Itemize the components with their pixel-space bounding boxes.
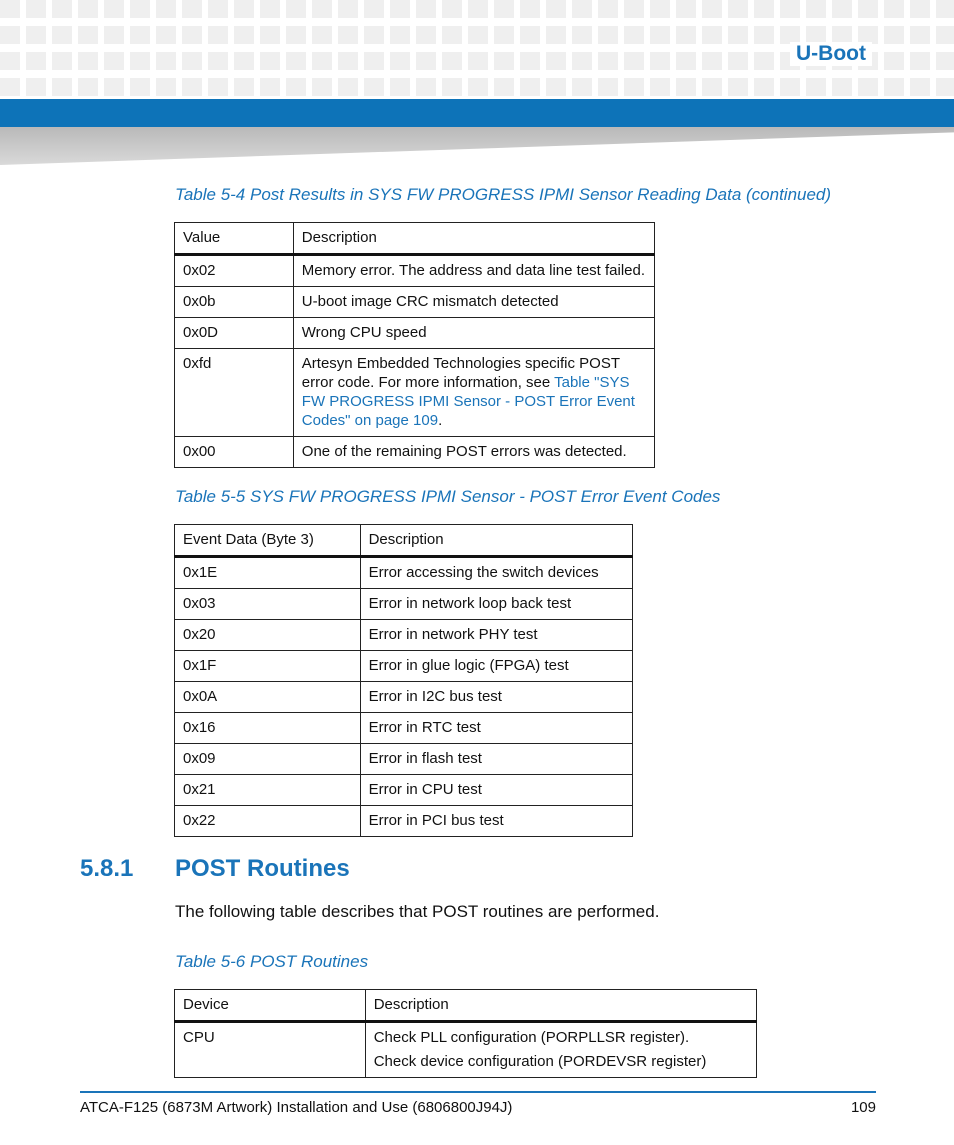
table-header-row xyxy=(175,223,655,255)
table-row xyxy=(175,318,655,349)
cell-description: Error in flash test xyxy=(360,744,632,775)
table-row xyxy=(175,744,633,775)
table-5-4-caption: Table 5-4 Post Results in SYS FW PROGRESS IPMI Sensor Reading Data (continued) xyxy=(175,185,832,204)
table-header-row xyxy=(175,525,633,557)
table-row xyxy=(175,437,655,468)
table-5-5-caption: Table 5-5 SYS FW PROGRESS IPMI Sensor - POST Error Event Codes xyxy=(175,487,721,506)
page-number: 109 xyxy=(850,1099,876,1116)
table-5-6-caption: Table 5-6 POST Routines xyxy=(175,952,369,971)
cell-description xyxy=(365,1022,756,1078)
description-line: Check device configuration (PORDEVSR register) xyxy=(373,1053,707,1070)
header-bar xyxy=(0,99,954,127)
cell-code: 0x22 xyxy=(175,806,361,837)
table-5-6 xyxy=(174,989,757,1078)
cell-value: 0x00 xyxy=(175,437,294,468)
header-cell-description: Description xyxy=(293,223,654,255)
description-line: Check PLL configuration (PORPLLSR register). xyxy=(373,1029,690,1046)
section-intro: The following table describes that POST routines are performed. xyxy=(175,902,660,921)
cell-value: 0x0D xyxy=(175,318,294,349)
cell-description: Error in RTC test xyxy=(360,713,632,744)
cell-description: Error accessing the switch devices xyxy=(360,557,632,589)
description-text: Artesyn Embedded Technologies specific POST error code. For more information, see xyxy=(301,355,620,391)
cell-value: 0x02 xyxy=(175,255,294,287)
section-heading xyxy=(80,855,350,883)
cell-description: Memory error. The address and data line test failed. xyxy=(293,255,654,287)
table-row xyxy=(175,255,655,287)
header-cell-description: Description xyxy=(365,990,756,1022)
cell-code: 0x16 xyxy=(175,713,361,744)
header-swoosh xyxy=(0,127,954,165)
cell-description: Error in network loop back test xyxy=(360,589,632,620)
table-row xyxy=(175,287,655,318)
cell-code: 0x1F xyxy=(175,651,361,682)
cell-description: Error in glue logic (FPGA) test xyxy=(360,651,632,682)
cell-code: 0x1E xyxy=(175,557,361,589)
header-title: U-Boot xyxy=(790,42,872,66)
cell-description: Error in I2C bus test xyxy=(360,682,632,713)
table-row xyxy=(175,651,633,682)
cell-description: U-boot image CRC mismatch detected xyxy=(293,287,654,318)
table-5-4 xyxy=(174,222,655,468)
header-cell-device: Device xyxy=(175,990,366,1022)
section-title: POST Routines xyxy=(175,855,350,882)
table-row xyxy=(175,713,633,744)
table-row xyxy=(175,806,633,837)
header-cell-description: Description xyxy=(360,525,632,557)
footer-document-title: ATCA-F125 (6873M Artwork) Installation and Use (6806800J94J) xyxy=(80,1099,513,1116)
cell-description xyxy=(293,349,654,437)
cell-code: 0x0A xyxy=(175,682,361,713)
table-row xyxy=(175,620,633,651)
cell-description: Error in PCI bus test xyxy=(360,806,632,837)
cell-code: 0x20 xyxy=(175,620,361,651)
table-5-5 xyxy=(174,524,633,837)
table-row xyxy=(175,1022,757,1078)
cell-description: One of the remaining POST errors was detected. xyxy=(293,437,654,468)
cell-code: 0x03 xyxy=(175,589,361,620)
table-header-row xyxy=(175,990,757,1022)
cell-description: Error in network PHY test xyxy=(360,620,632,651)
cell-code: 0x09 xyxy=(175,744,361,775)
table-row xyxy=(175,775,633,806)
table-row xyxy=(175,589,633,620)
cell-code: 0x21 xyxy=(175,775,361,806)
cell-description: Error in CPU test xyxy=(360,775,632,806)
cell-value: 0xfd xyxy=(175,349,294,437)
cell-value: 0x0b xyxy=(175,287,294,318)
cross-reference-link[interactable]: Table "SYS FW PROGRESS IPMI Sensor - POST Error Event Codes" on page 109 xyxy=(301,374,635,429)
table-row xyxy=(175,557,633,589)
cell-device: CPU xyxy=(175,1022,366,1078)
table-row xyxy=(175,682,633,713)
table-row xyxy=(175,349,655,437)
section-number: 5.8.1 xyxy=(80,855,134,882)
footer-rule xyxy=(80,1091,876,1093)
header-cell-event-data: Event Data (Byte 3) xyxy=(175,525,361,557)
cell-description: Wrong CPU speed xyxy=(293,318,654,349)
header-cell-value: Value xyxy=(175,223,294,255)
description-text-end: . xyxy=(438,412,443,429)
